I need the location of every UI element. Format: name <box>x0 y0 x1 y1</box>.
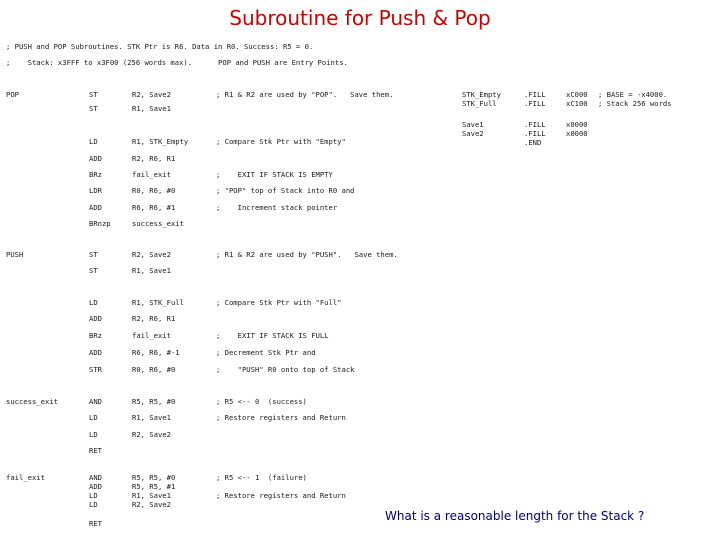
code-op: LD <box>89 137 98 146</box>
code-op: LD <box>89 413 98 422</box>
code-args: R6, R6, #-1 <box>132 348 180 357</box>
code-op: AND ADD LD LD <box>89 473 102 509</box>
code-op: LD <box>89 298 98 307</box>
code-op: LD <box>89 430 98 439</box>
code-op: ST <box>89 266 98 275</box>
code-label: POP <box>6 90 19 99</box>
code-comment: ; R1 & R2 are used by "PUSH". Save them. <box>216 250 398 259</box>
code-comment: ; R1 & R2 are used by "POP". Save them. <box>216 90 394 99</box>
code-args: R2, Save2 <box>132 90 171 99</box>
code-comment: ; Increment stack pointer <box>216 203 338 212</box>
code-args: R1, STK_Full <box>132 298 184 307</box>
code-label: fail_exit <box>6 473 45 482</box>
code-op: ST <box>89 104 98 113</box>
code-args: R2, Save2 <box>132 250 171 259</box>
question-footer: What is a reasonable length for the Stack ? <box>385 509 645 523</box>
data-val: xC000 xC100 <box>566 90 588 108</box>
code-args: R0, R6, #0 <box>132 186 176 195</box>
code-op: BRz <box>89 170 102 179</box>
code-args: R1, Save1 <box>132 266 171 275</box>
code-comment: ; Compare Stk Ptr with "Full" <box>216 298 342 307</box>
code-comment: ; EXIT IF STACK IS EMPTY <box>216 170 333 179</box>
code-op: RET <box>89 446 102 455</box>
code-comment: ; EXIT IF STACK IS FULL <box>216 331 329 340</box>
code-op: STR <box>89 365 102 374</box>
code-comment: ; Compare Stk Ptr with "Empty" <box>216 137 346 146</box>
code-args: R1, Save1 <box>132 413 171 422</box>
code-op: ADD <box>89 314 102 323</box>
code-op: BRnzp <box>89 219 111 228</box>
code-comment: ; "POP" top of Stack into R0 and <box>216 186 355 195</box>
code-comment: ; Decrement Stk Ptr and <box>216 348 316 357</box>
data-label: Save1 Save2 <box>462 120 484 138</box>
code-op: ADD <box>89 203 102 212</box>
code-comment: ; Restore registers and Return <box>216 413 346 422</box>
code-args: R1, Save1 <box>132 104 171 113</box>
code-args: R5, R5, #0 <box>132 397 176 406</box>
header-comment-2: ; Stack: x3FFF to x3F00 (256 words max). POP and PUSH are Entry Points. <box>6 58 348 67</box>
code-op: ST <box>89 90 98 99</box>
data-label: STK_Empty STK_Full <box>462 90 501 108</box>
code-op: ST <box>89 250 98 259</box>
code-op: AND <box>89 397 102 406</box>
code-op: ADD <box>89 154 102 163</box>
code-op: LDR <box>89 186 102 195</box>
data-op: .FILL .FILL <box>524 90 546 108</box>
code-op: ADD <box>89 348 102 357</box>
data-comment: ; BASE = -x4000. ; Stack 256 words <box>598 90 672 108</box>
code-args: R0, R6, #0 <box>132 365 176 374</box>
code-op: BRz <box>89 331 102 340</box>
data-val: x0000 x0000 <box>566 120 588 138</box>
header-comment-1: ; PUSH and POP Subroutines. STK Ptr is R6. Data in R0. Success: R5 = 0. <box>6 42 314 51</box>
code-args: R6, R6, #1 <box>132 203 176 212</box>
data-op: .FILL .FILL .END <box>524 120 546 147</box>
code-label: success_exit <box>6 397 58 406</box>
code-comment: ; R5 <-- 0 (success) <box>216 397 307 406</box>
code-op: RET <box>89 519 102 528</box>
code-args: success_exit <box>132 219 184 228</box>
code-comment: ; "PUSH" R0 onto top of Stack <box>216 365 355 374</box>
code-comment: ; R5 <-- 1 (failure) ; Restore registers and Return <box>216 473 346 500</box>
code-args: R2, Save2 <box>132 430 171 439</box>
code-args: R2, R6, R1 <box>132 314 176 323</box>
code-args: fail_exit <box>132 331 171 340</box>
code-args: R2, R6, R1 <box>132 154 176 163</box>
code-args: R5, R5, #0 R5, R5, #1 R1, Save1 R2, Save2 <box>132 473 176 509</box>
code-args: R1, STK_Empty <box>132 137 189 146</box>
code-args: fail_exit <box>132 170 171 179</box>
code-label: PUSH <box>6 250 24 259</box>
page-title: Subroutine for Push & Pop <box>229 6 491 30</box>
